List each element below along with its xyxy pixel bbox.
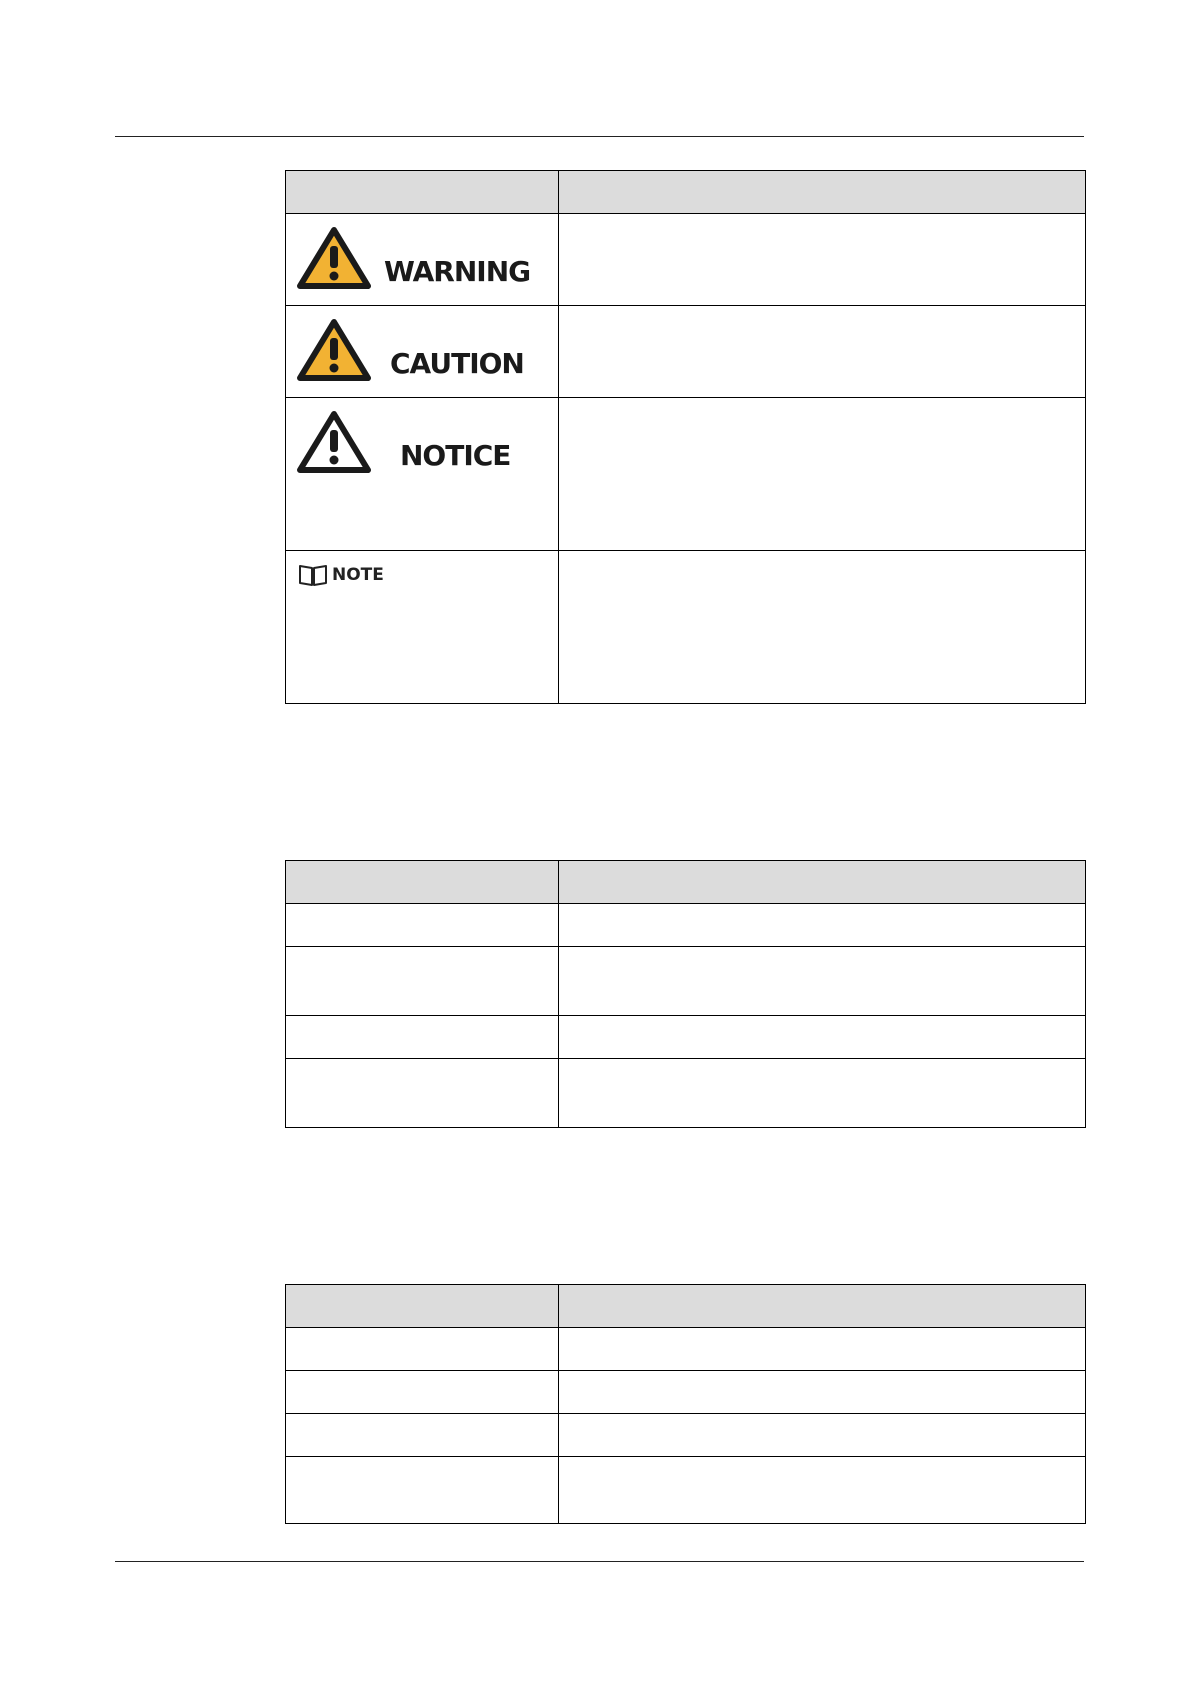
notice-label: NOTICE bbox=[400, 438, 511, 472]
table-cell bbox=[559, 947, 1086, 1016]
table-cell bbox=[286, 1371, 559, 1414]
symbol-cell bbox=[286, 306, 559, 398]
symbol-cell bbox=[286, 214, 559, 306]
table-header-row bbox=[286, 861, 1086, 904]
header-rule bbox=[115, 136, 1084, 137]
footer-rule bbox=[115, 1561, 1084, 1562]
caution-label: CAUTION bbox=[390, 346, 524, 380]
header-cell bbox=[559, 1285, 1086, 1328]
description-cell bbox=[559, 551, 1086, 704]
table-cell bbox=[559, 1016, 1086, 1059]
symbol-cell bbox=[286, 551, 559, 704]
table-cell bbox=[559, 1414, 1086, 1457]
table-row bbox=[286, 1371, 1086, 1414]
table-row bbox=[286, 1016, 1086, 1059]
warning-label: WARNING bbox=[384, 254, 531, 288]
table-header-row bbox=[286, 1285, 1086, 1328]
table-cell bbox=[559, 904, 1086, 947]
table-cell bbox=[286, 1059, 559, 1128]
command-conventions-table bbox=[285, 1284, 1086, 1524]
table-row bbox=[286, 398, 1086, 551]
table-row bbox=[286, 1457, 1086, 1524]
symbol-cell bbox=[286, 398, 559, 551]
general-conventions-table bbox=[285, 860, 1086, 1128]
table-cell bbox=[559, 1328, 1086, 1371]
table-row bbox=[286, 947, 1086, 1016]
symbol-conventions-table bbox=[285, 170, 1086, 704]
header-cell bbox=[286, 1285, 559, 1328]
table-cell bbox=[559, 1457, 1086, 1524]
table-row bbox=[286, 306, 1086, 398]
warning-triangle-icon bbox=[296, 226, 372, 290]
header-cell bbox=[286, 171, 559, 214]
table-row bbox=[286, 904, 1086, 947]
description-cell bbox=[559, 306, 1086, 398]
table-row bbox=[286, 214, 1086, 306]
table-cell bbox=[286, 1414, 559, 1457]
table-cell bbox=[286, 1016, 559, 1059]
description-cell bbox=[559, 214, 1086, 306]
table-cell bbox=[286, 904, 559, 947]
book-icon bbox=[298, 563, 328, 587]
note-label: NOTE bbox=[332, 565, 384, 585]
header-cell bbox=[559, 171, 1086, 214]
header-cell bbox=[286, 861, 559, 904]
table-cell bbox=[559, 1059, 1086, 1128]
table-cell bbox=[559, 1371, 1086, 1414]
caution-triangle-icon bbox=[296, 318, 372, 382]
table-cell bbox=[286, 947, 559, 1016]
notice-triangle-icon bbox=[296, 410, 372, 474]
table-cell bbox=[286, 1328, 559, 1371]
table-row bbox=[286, 1414, 1086, 1457]
table-cell bbox=[286, 1457, 559, 1524]
header-cell bbox=[559, 861, 1086, 904]
table-header-row bbox=[286, 171, 1086, 214]
table-row bbox=[286, 1059, 1086, 1128]
table-row bbox=[286, 1328, 1086, 1371]
description-cell bbox=[559, 398, 1086, 551]
table-row bbox=[286, 551, 1086, 704]
